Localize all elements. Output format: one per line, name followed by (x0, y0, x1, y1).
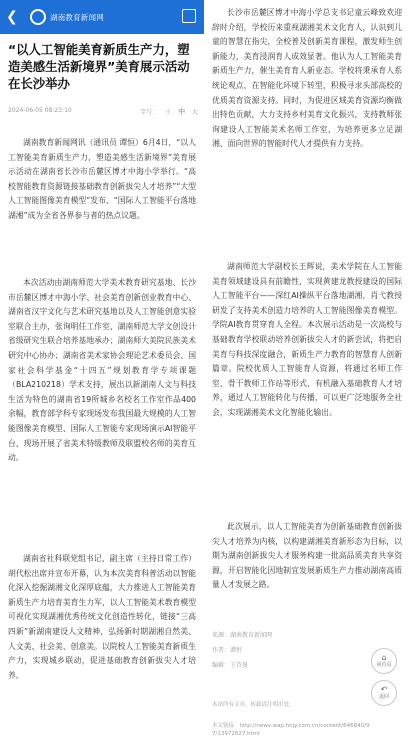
article-meta (8, 107, 198, 117)
logo-mark-icon (30, 9, 46, 25)
font-size-small[interactable]: 小 (165, 109, 172, 116)
font-size-selector (135, 107, 198, 117)
font-size-large[interactable]: 大 (191, 109, 198, 116)
paragraph: 长沙市岳麓区博才中海小学总支书记童云峰致欢迎辞时介绍，学校历来重视湖湘美术文化育人，认识到儿童的智慧在指尖，全校普及创新美育课程，激发师生创新能力，美育浸润育人成效显著。他认为人工智能美育新质生产力，催生美育育人新业态。学校将秉承育人系统论观点，在智能化环境下转型，积极寻求头部高校的优质美育资源支持。同时，为促进区域美育资源均衡做出特色贡献，大力支持乡村美育文化振兴，支持教师张询建设人工智能美术名师工作室，为培养更多立足湖湘、面向世界的智能时代人才提供有力支持。 (212, 8, 402, 149)
back-top-label: 返回 (378, 693, 389, 700)
paragraph: 湖南教育新闻网讯（通讯员 谭恒）6月4日，“以人工智能美育新质生产力，塑造美感生活新境界”美育展示活动在湖南省长沙市岳麓区博才中海小学举行。“高校智能教育资源链接基础教育创新拔尖人才培养”“大型人工智能图像美育模型”发布、“国际人工智能平台落地湖湘”成为全省各界参与者的热点议题。 (8, 138, 196, 220)
paragraph: 湖南师范大学副校长王辉说，美术学院在人工智能美育领域建设具有前瞻性，实现黄建龙教授建设的国际人工智能平台——深红AI操纵平台落地湖湘，肖弋教授研发了支持美术创造力培养的人工智能图像美育模型。学院AI教育贯穿育人全程。本次展示活动是一次高校与基础教育学校联动培养创新拔尖人才的新尝试，将把启美育与科技深度融合，新质生产力教育的智慧育人创新篇章。院校优质人工智能育人资源，将通过名师工作室、骨干教师工作站等形式，有机融入基础教育人才培养，通过人工智能转化与传播，可以更广泛地服务全社会，实现湖湘美术文化智能化输出。 (212, 262, 402, 417)
logo-text: 湖南教育新闻网 (50, 12, 104, 22)
home-button[interactable] (371, 648, 397, 674)
article-link[interactable]: 本文链接：http://news-wap.hnjy.com.cn/content/646840/97/13972627.html (212, 723, 370, 737)
back-arrow-icon[interactable]: ❮ (6, 9, 18, 25)
copyright-note: 本站所有文章，转载请注明出处。 (212, 702, 295, 708)
article-editor: 编辑：王诗曼 (212, 662, 249, 669)
top-bar (0, 0, 204, 34)
paragraph: 湖南省社科联党组书记、副主席（主持日常工作）胡代松出席并宣布开幕，认为本次美育科普活动以智能化深入挖掘湖湘文化深厚底蕴，大力推进人工智能美育新质生产力培育美育生力军，以人工智能美术教育模型可视化实现湖湘优秀传统文化创造性转化，链接“三高四新”新湖南建设人文精神，弘扬新时期湖湘自然美、人文美、社会美、创意美。以院校人工智能美育新质生产力，实现城乡联动，促进基础教育创新拔尖人才培养。 (8, 554, 196, 680)
article-title: “以人工智能美育新质生产力，塑造美感生活新境界”美育展示活动在长沙举办 (8, 42, 190, 91)
article-source: 来源：湖南教育新闻网 (212, 632, 273, 639)
share-icon[interactable] (182, 9, 196, 23)
back-top-button[interactable] (371, 680, 397, 706)
article-author: 作者：谭恒 (212, 647, 243, 654)
paragraph: 本次活动由湖南师范大学美术教育研究基地、长沙市岳麓区博才中海小学、社会美育创新创业教育中心、湖南省汉字文化与艺术研究基地以及人工智能创意实验室联合主办，张询明任工作室、湖南师范大学文创设计省级研究生联合培养基地承办；湖南师大美院民族美术研究中心协办；湖南省美术家协会理论艺术委员会、国家社会科学基金“十四五”规划教育学专项课题（BLA210218）学术支持，展出以新湖南人文与科技生活为特色的湖南省19所城乡名校名工作室作品400余幅，教育部学科专家现场发布我国最大规模的人工智能图像美育模型、国际人工智能专家现场演示AI智能平台，现场开展了省美术特级教师及联盟校名师的美育互动。 (8, 278, 196, 463)
home-button-label: 回首页 (376, 661, 392, 668)
site-logo[interactable] (30, 8, 104, 26)
font-size-medium[interactable]: 中 (178, 108, 186, 116)
article-date: 2024-06-05 08:23:10 (8, 107, 72, 114)
back-top-icon: ↶ (380, 684, 388, 694)
paragraph: 此次展示，以人工智能美育为创新基础教育创新拔尖人才培养为内核，以构建湖湘美育新形态为目标，以期为湖南创新拔尖人才服务构建一批高品质美育共享资源，开启智能化因地制宜发展新质生产力推动湖南高质量人才发展之路。 (212, 522, 402, 590)
font-size-label: 字号： (140, 109, 159, 116)
home-icon: ⌂ (381, 652, 387, 662)
